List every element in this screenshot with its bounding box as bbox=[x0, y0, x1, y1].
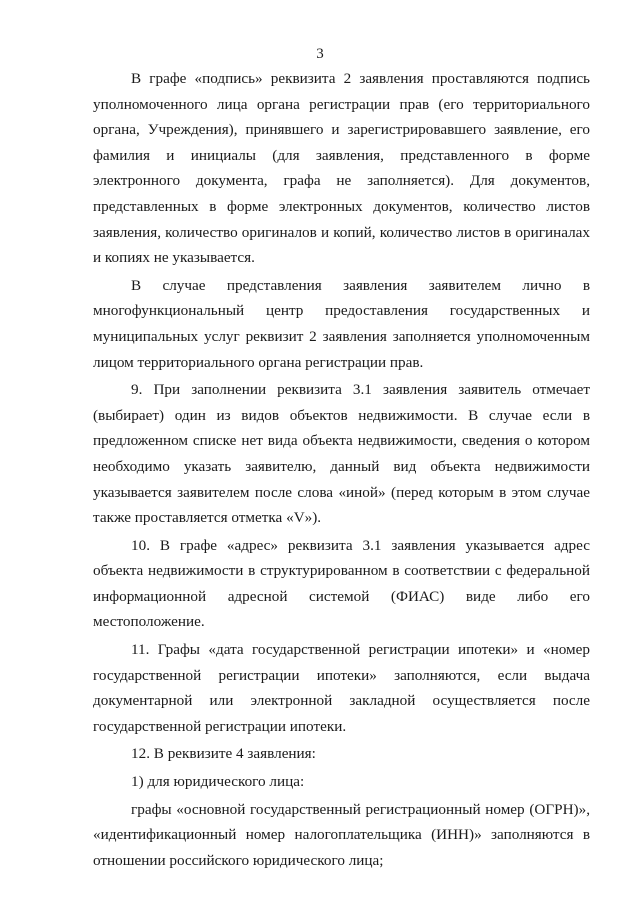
page-number: 3 bbox=[316, 46, 324, 62]
paragraph-item-12-1: 1) для юридического лица: bbox=[131, 773, 305, 791]
paragraph-item-10: 10. В графе «адрес» реквизита 3.1 заявления указывается адрес объекта недвижимости в структурированном в соответствии с федеральной информационной адресной системой (ФИАС) виде либо его местоположение. bbox=[93, 536, 590, 631]
paragraph-ogrn-inn: графы «основной государственный регистрационный номер (ОГРН)», «идентификационный номер налогоплательщика (ИНН)» заполняются в отношении российского юридического лица; bbox=[93, 800, 590, 869]
document-body bbox=[93, 66, 590, 875]
paragraph-signature-field: В графе «подпись» реквизита 2 заявления проставляются подпись уполномоченного лица органа регистрации прав (его территориального органа, Учреждения), принявшего и зарегистрировавшего заявление, его фамилия и инициалы (для заявления, представленного в форме электронного документа, графа не заполняется). Для документов, представленных в форме электронных документов, количество листов заявления, количество оригиналов и копий, количество листов в оригиналах и копиях не указывается. bbox=[93, 70, 590, 267]
paragraph-item-11: 11. Графы «дата государственной регистрации ипотеки» и «номер государственной регистрации ипотеки» заполняются, если выдача документарной или электронной закладной осуществляется после государственной регистрации ипотеки. bbox=[93, 641, 590, 735]
paragraph-item-12: 12. В реквизите 4 заявления: bbox=[131, 745, 316, 763]
paragraph-mfc-submission: В случае представления заявления заявителем лично в многофункциональный центр предоставления государственных и муниципальных услуг реквизит 2 заявления заполняется уполномоченным лицом территориального органа регистрации прав. bbox=[93, 276, 590, 371]
paragraph-item-9: 9. При заполнении реквизита 3.1 заявления заявитель отмечает (выбирает) один из видов объектов недвижимости. В случае если в предложенном списке нет вида объекта недвижимости, сведения о котором необходимо указать заявителю, данный вид объекта недвижимости указывается заявителем после слова «иной» (перед которым в этом случае также проставляется отметка «V»). bbox=[93, 381, 590, 527]
